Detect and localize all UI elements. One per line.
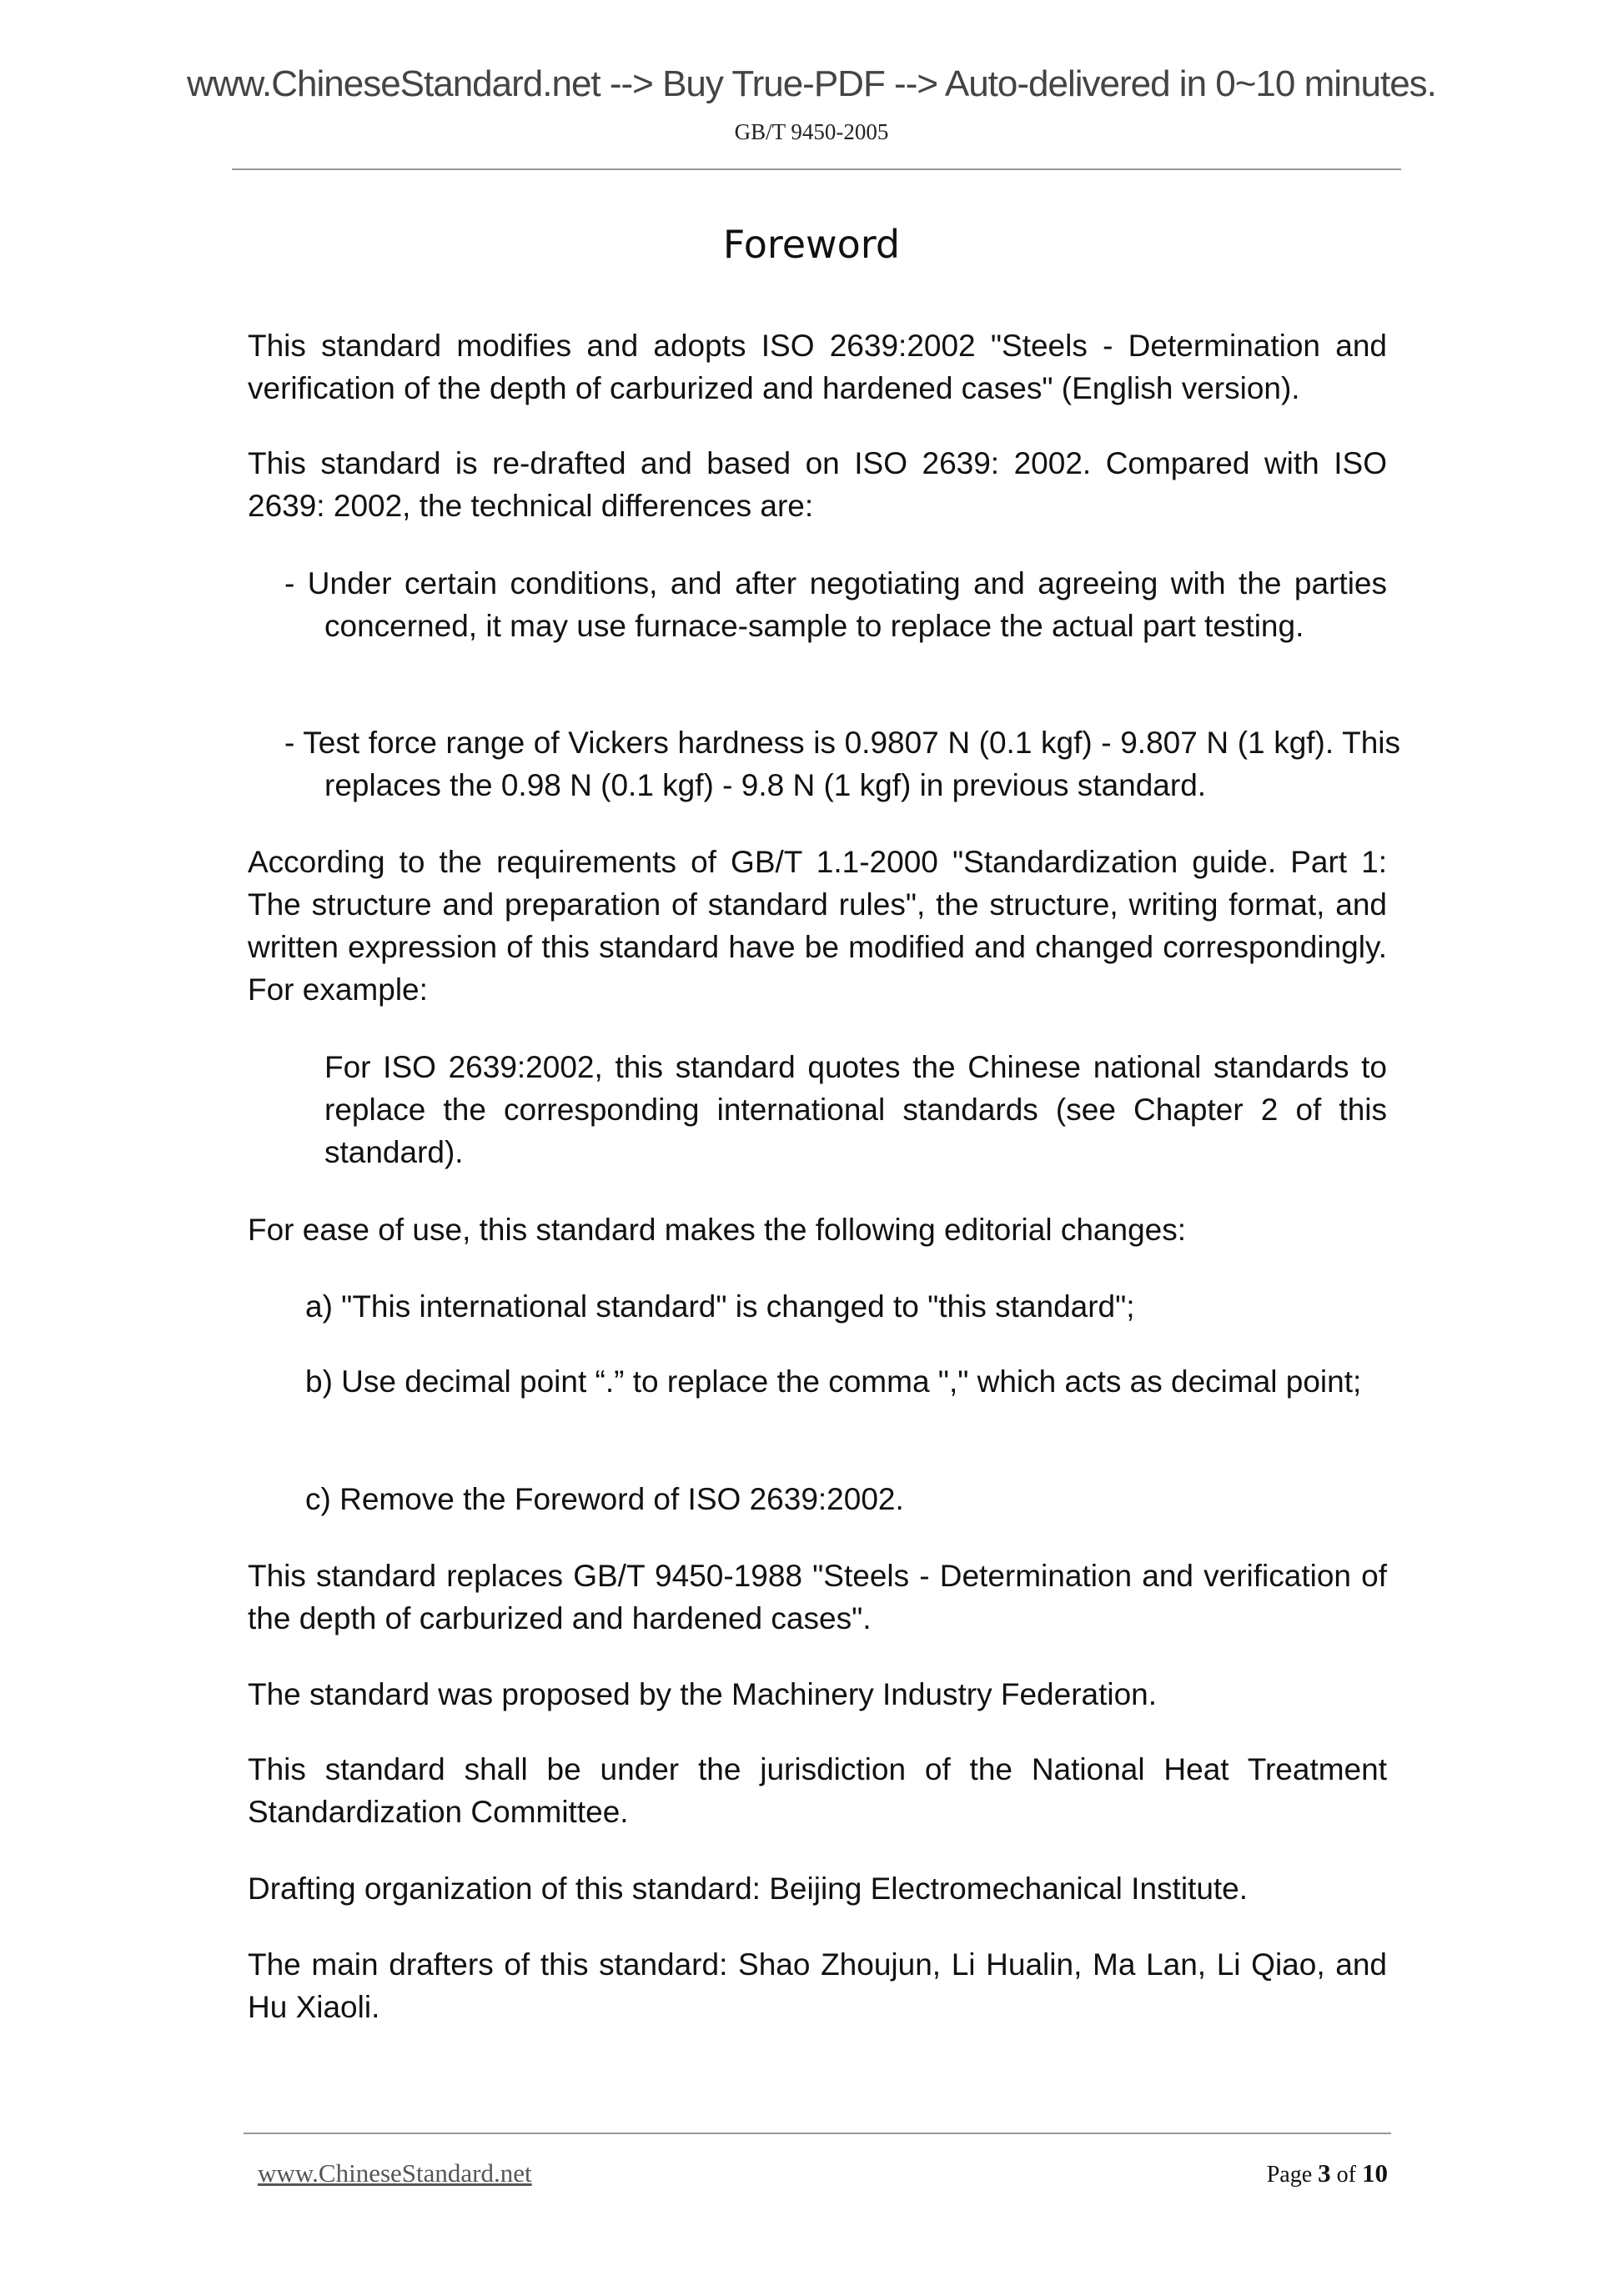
list-item: b) Use decimal point “.” to replace the comma "," which acts as decimal point; bbox=[305, 1364, 1362, 1399]
paragraph: For ease of use, this standard makes the following editorial changes: bbox=[248, 1213, 1187, 1247]
list-item: - Test force range of Vickers hardness is 0.9807 N (0.1 kgf) - 9.807 N (1 kgf). This replaces the 0.98 N (0.1 kgf) - 9.8 N (1 kgf) in previous standard. bbox=[284, 726, 1400, 802]
paragraph: This standard shall be under the jurisdiction of the National Heat Treatment Standardization Committee. bbox=[248, 1752, 1387, 1829]
standard-number: GB/T 9450-2005 bbox=[734, 119, 889, 144]
paragraph: For ISO 2639:2002, this standard quotes the Chinese national standards to replace the corresponding international standards (see Chapter 2 of this standard). bbox=[324, 1050, 1387, 1169]
page-title: Foreword bbox=[722, 222, 901, 267]
paragraph: Drafting organization of this standard: Beijing Electromechanical Institute. bbox=[248, 1871, 1249, 1906]
header-rule bbox=[232, 168, 1401, 170]
footer-rule bbox=[244, 2133, 1391, 2134]
paragraph: According to the requirements of GB/T 1.1-2000 "Standardization guide. Part 1: The structure and preparation of standard rules", the structure, writing format, and written expression of this standard have be modified and changed correspondingly. For example: bbox=[248, 845, 1387, 1007]
paragraph: This standard replaces GB/T 9450-1988 "Steels - Determination and verification of the depth of carburized and hardened cases". bbox=[248, 1559, 1387, 1635]
total-pages: 10 bbox=[1362, 2158, 1388, 2188]
list-item: c) Remove the Foreword of ISO 2639:2002. bbox=[305, 1482, 904, 1516]
current-page: 3 bbox=[1318, 2158, 1331, 2188]
footer-website-link[interactable]: www.ChineseStandard.net bbox=[258, 2158, 532, 2188]
list-item: a) "This international standard" is changed to "this standard"; bbox=[305, 1289, 1135, 1324]
paragraph: This standard is re-drafted and based on ISO 2639: 2002. Compared with ISO 2639: 2002, the technical differences are: bbox=[248, 446, 1387, 523]
page-of: of bbox=[1336, 2162, 1356, 2188]
paragraph: The main drafters of this standard: Shao Zhoujun, Li Hualin, Ma Lan, Li Qiao, and Hu Xiaoli. bbox=[248, 1947, 1387, 2024]
banner-header: www.ChineseStandard.net --> Buy True-PDF --> Auto-delivered in 0~10 minutes. bbox=[187, 63, 1436, 104]
paragraph: This standard modifies and adopts ISO 2639:2002 "Steels - Determination and verification of the depth of carburized and hardened cases" (English version). bbox=[248, 329, 1387, 405]
list-item: - Under certain conditions, and after negotiating and agreeing with the parties concerned, it may use furnace-sample to replace the actual part testing. bbox=[284, 566, 1387, 643]
page-indicator bbox=[1267, 2158, 1388, 2188]
paragraph: The standard was proposed by the Machinery Industry Federation. bbox=[248, 1677, 1158, 1711]
page-prefix: Page bbox=[1266, 2162, 1313, 2188]
